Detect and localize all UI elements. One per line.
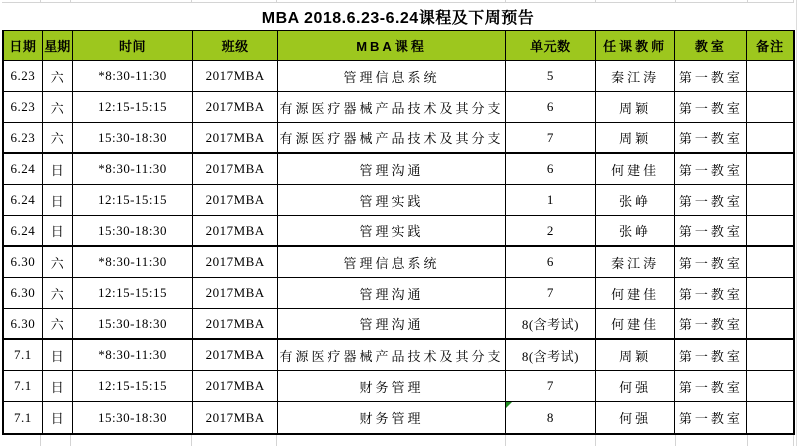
gridline-tick — [748, 0, 794, 2]
cell-time[interactable]: 12:15-15:15 — [73, 371, 194, 401]
cell-room[interactable]: 第一教室 — [675, 402, 747, 433]
cell-units[interactable]: 8(含考试) — [506, 340, 596, 370]
cell-date[interactable]: 6.24 — [4, 154, 43, 184]
cell-teacher[interactable]: 何强 — [596, 402, 676, 433]
table-row — [4, 247, 793, 278]
cell-room[interactable]: 第一教室 — [675, 92, 747, 122]
cell-time[interactable]: 12:15-15:15 — [73, 278, 194, 308]
cell-week[interactable]: 六 — [43, 278, 73, 308]
cell-date[interactable]: 6.30 — [4, 309, 43, 338]
schedule-table — [2, 30, 795, 435]
cell-units[interactable]: 5 — [506, 61, 596, 91]
column-header-course[interactable]: MBA课程 — [278, 31, 506, 60]
table-body — [4, 61, 793, 433]
cell-note[interactable] — [747, 340, 793, 370]
cell-teacher[interactable]: 何建佳 — [596, 309, 676, 338]
partial-row-below — [2, 435, 794, 446]
cell-teacher[interactable]: 张峥 — [596, 216, 676, 245]
cell-teacher[interactable]: 周颖 — [596, 340, 676, 370]
cell-room[interactable]: 第一教室 — [675, 61, 747, 91]
cell-class[interactable]: 2017MBA — [193, 371, 278, 401]
cell-room[interactable]: 第一教室 — [675, 247, 747, 277]
gridline-tick — [277, 0, 506, 2]
cell-teacher[interactable]: 张峥 — [596, 185, 676, 215]
cell-week[interactable]: 日 — [43, 340, 73, 370]
cell-units[interactable]: 1 — [506, 185, 596, 215]
cell-room[interactable]: 第一教室 — [675, 309, 747, 338]
cell-note[interactable] — [747, 123, 793, 152]
table-row — [4, 309, 793, 340]
cell-course[interactable]: 财务管理 — [278, 402, 506, 433]
table-title: MBA 2018.6.23-6.24课程及下周预告 — [2, 3, 794, 30]
cell-room[interactable]: 第一教室 — [675, 278, 747, 308]
gridline-tick — [506, 0, 596, 2]
table-row — [4, 402, 793, 433]
cell-teacher[interactable]: 周颖 — [596, 123, 676, 152]
gridline-tick — [192, 435, 277, 446]
cell-class[interactable]: 2017MBA — [193, 216, 278, 245]
table-row — [4, 61, 793, 92]
table-row — [4, 340, 793, 371]
cell-date[interactable]: 6.23 — [4, 92, 43, 122]
header-row — [4, 31, 793, 61]
cell-course[interactable]: 财务管理 — [278, 371, 506, 401]
gridline-tick — [748, 435, 794, 446]
cell-week[interactable]: 日 — [43, 402, 73, 433]
cell-note[interactable] — [747, 402, 793, 433]
column-header-week[interactable]: 星期 — [43, 31, 73, 60]
cell-time[interactable]: 12:15-15:15 — [73, 185, 194, 215]
cell-date[interactable]: 7.1 — [4, 340, 43, 370]
cell-teacher[interactable]: 周颖 — [596, 92, 676, 122]
gridline-tick — [71, 435, 192, 446]
cell-teacher[interactable]: 何建佳 — [596, 278, 676, 308]
cell-date[interactable]: 7.1 — [4, 371, 43, 401]
cell-room[interactable]: 第一教室 — [675, 154, 747, 184]
cell-units[interactable]: 7 — [506, 371, 596, 401]
cell-class[interactable]: 2017MBA — [193, 309, 278, 338]
gridline-tick — [192, 0, 277, 2]
cell-week[interactable]: 六 — [43, 61, 73, 91]
cell-note[interactable] — [747, 92, 793, 122]
table-row — [4, 216, 793, 247]
table-row — [4, 371, 793, 402]
cell-teacher[interactable]: 秦江涛 — [596, 247, 676, 277]
cell-time[interactable]: 15:30-18:30 — [73, 123, 194, 152]
column-header-time[interactable]: 时间 — [73, 31, 194, 60]
cell-course[interactable]: 有源医疗器械产品技术及其分支 — [278, 340, 506, 370]
column-header-class[interactable]: 班级 — [193, 31, 278, 60]
cell-time[interactable]: *8:30-11:30 — [73, 154, 194, 184]
sheet-gridline — [796, 0, 797, 446]
cell-course[interactable]: 管理沟通 — [278, 278, 506, 308]
cell-time[interactable]: *8:30-11:30 — [73, 340, 194, 370]
cell-units[interactable]: 7 — [506, 123, 596, 152]
table-row — [4, 154, 793, 185]
table-row — [4, 278, 793, 309]
cell-class[interactable]: 2017MBA — [193, 123, 278, 152]
cell-units[interactable]: 8(含考试) — [506, 309, 596, 338]
gridline-tick — [676, 435, 748, 446]
cell-course[interactable]: 有源医疗器械产品技术及其分支 — [278, 92, 506, 122]
cell-week[interactable]: 六 — [43, 309, 73, 338]
cell-time[interactable]: 15:30-18:30 — [73, 309, 194, 338]
cell-time[interactable]: 15:30-18:30 — [73, 402, 194, 433]
cell-teacher[interactable]: 何建佳 — [596, 154, 676, 184]
cell-note[interactable] — [747, 371, 793, 401]
cell-week[interactable]: 日 — [43, 154, 73, 184]
cell-date[interactable]: 6.24 — [4, 185, 43, 215]
cell-course[interactable]: 管理信息系统 — [278, 61, 506, 91]
column-header-date[interactable]: 日期 — [4, 31, 43, 60]
cell-class[interactable]: 2017MBA — [193, 92, 278, 122]
gridline-tick — [277, 435, 506, 446]
cell-date[interactable]: 6.30 — [4, 247, 43, 277]
gridline-tick — [2, 0, 41, 2]
cell-week[interactable]: 六 — [43, 123, 73, 152]
column-header-room[interactable]: 教室 — [675, 31, 747, 60]
cell-class[interactable]: 2017MBA — [193, 154, 278, 184]
cell-teacher[interactable]: 何强 — [596, 371, 676, 401]
cell-class[interactable]: 2017MBA — [193, 278, 278, 308]
cell-note[interactable] — [747, 216, 793, 245]
gridline-tick — [41, 435, 71, 446]
cell-time[interactable]: *8:30-11:30 — [73, 247, 194, 277]
cell-note[interactable] — [747, 247, 793, 277]
gridline-tick — [676, 0, 748, 2]
cell-room[interactable]: 第一教室 — [675, 371, 747, 401]
cell-time[interactable]: *8:30-11:30 — [73, 61, 194, 91]
cell-class[interactable]: 2017MBA — [193, 402, 278, 433]
column-header-teacher[interactable]: 任课教师 — [596, 31, 676, 60]
cell-room[interactable]: 第一教室 — [675, 216, 747, 245]
cell-course[interactable]: 管理信息系统 — [278, 247, 506, 277]
gridline-tick — [71, 0, 192, 2]
cell-course[interactable]: 管理沟通 — [278, 309, 506, 338]
cell-units[interactable]: 2 — [506, 216, 596, 245]
cell-teacher[interactable]: 秦江涛 — [596, 61, 676, 91]
cell-course[interactable]: 管理实践 — [278, 216, 506, 245]
cell-week[interactable]: 六 — [43, 247, 73, 277]
cell-units[interactable]: 7 — [506, 278, 596, 308]
cell-note[interactable] — [747, 278, 793, 308]
cell-units[interactable]: 6 — [506, 154, 596, 184]
cell-room[interactable]: 第一教室 — [675, 123, 747, 152]
table-row — [4, 123, 793, 154]
cell-class[interactable]: 2017MBA — [193, 340, 278, 370]
cell-note[interactable] — [747, 154, 793, 184]
column-header-units[interactable]: 单元数 — [506, 31, 596, 60]
cell-room[interactable]: 第一教室 — [675, 340, 747, 370]
cell-date[interactable]: 7.1 — [4, 402, 43, 433]
cell-class[interactable]: 2017MBA — [193, 185, 278, 215]
cell-note[interactable] — [747, 61, 793, 91]
cell-course[interactable]: 有源医疗器械产品技术及其分支 — [278, 123, 506, 152]
gridline-tick — [2, 435, 41, 446]
table-row — [4, 185, 793, 216]
cell-date[interactable]: 6.23 — [4, 61, 43, 91]
cell-course[interactable]: 管理沟通 — [278, 154, 506, 184]
cell-week[interactable]: 日 — [43, 216, 73, 245]
cell-note[interactable] — [747, 185, 793, 215]
cell-date[interactable]: 6.30 — [4, 278, 43, 308]
gridline-tick — [506, 435, 596, 446]
cell-week[interactable]: 日 — [43, 185, 73, 215]
cell-class[interactable]: 2017MBA — [193, 61, 278, 91]
cell-date[interactable]: 6.23 — [4, 123, 43, 152]
cell-time[interactable]: 15:30-18:30 — [73, 216, 194, 245]
cell-note[interactable] — [747, 309, 793, 338]
cell-class[interactable]: 2017MBA — [193, 247, 278, 277]
gridline-tick — [596, 435, 676, 446]
cell-units[interactable]: 8 — [506, 402, 596, 433]
column-header-note[interactable]: 备注 — [756, 39, 785, 54]
cell-week[interactable]: 六 — [43, 92, 73, 122]
gridline-tick — [41, 0, 71, 2]
cell-date[interactable]: 6.24 — [4, 216, 43, 245]
cell-room[interactable]: 第一教室 — [675, 185, 747, 215]
cell-units[interactable]: 6 — [506, 92, 596, 122]
table-row — [4, 92, 793, 123]
cell-time[interactable]: 12:15-15:15 — [73, 92, 194, 122]
cell-course[interactable]: 管理实践 — [278, 185, 506, 215]
gridline-tick — [596, 0, 676, 2]
cell-units[interactable]: 6 — [506, 247, 596, 277]
cell-week[interactable]: 日 — [43, 371, 73, 401]
